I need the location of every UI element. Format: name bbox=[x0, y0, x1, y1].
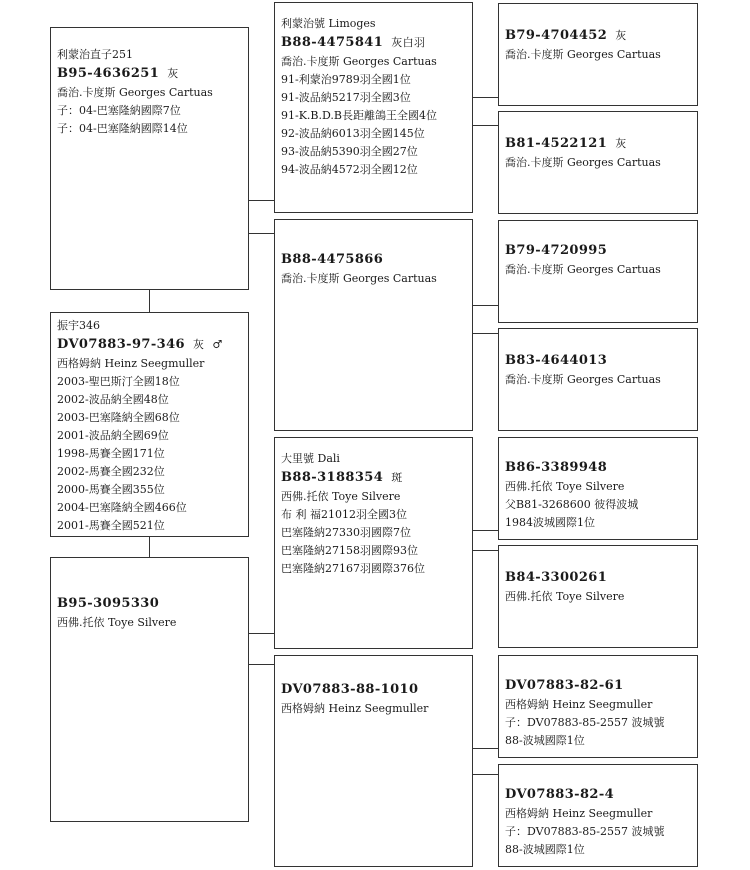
dam-dam-breeder: 西格姆納 Heinz Seegmuller bbox=[281, 702, 429, 715]
subject-result: 2003-聖巴斯汀全國18位 bbox=[57, 375, 180, 388]
gg-box-5 bbox=[498, 437, 698, 540]
subject-result: 2003-巴塞隆納全國68位 bbox=[57, 411, 180, 424]
gg-ring-number: B83-4644013 bbox=[505, 353, 608, 368]
subject-result: 2002-馬賽全國232位 bbox=[57, 465, 165, 478]
gg-breeder: 喬治.卡度斯 Georges Cartuas bbox=[505, 373, 661, 386]
connector-gg-5 bbox=[472, 530, 499, 531]
gg-breeder: 西佛.托依 Toye Silvere bbox=[505, 590, 625, 603]
connector-gg-3 bbox=[472, 305, 499, 306]
gg-note: 88-波城國際1位 bbox=[505, 734, 585, 747]
male-symbol-icon: ♂ bbox=[212, 338, 223, 351]
gg-note: 88-波城國際1位 bbox=[505, 843, 585, 856]
sire-sire-result: 91-波品納5217羽全國3位 bbox=[281, 91, 411, 104]
dam-sire-result: 巴塞隆納27330羽國際7位 bbox=[281, 526, 411, 539]
sire-sire-result: 91-K.B.D.B長距離鴿王全國4位 bbox=[281, 109, 438, 122]
gg-note: 子：DV07883-85-2557 波城號 bbox=[505, 716, 665, 729]
sire-sire-ring bbox=[281, 33, 466, 53]
gg-breeder: 西格姆納 Heinz Seegmuller bbox=[505, 807, 653, 820]
gg-breeder: 喬治.卡度斯 Georges Cartuas bbox=[505, 263, 661, 276]
sire-dam-box bbox=[274, 219, 473, 431]
gg-box-6 bbox=[498, 545, 698, 648]
gg-breeder: 西佛.托依 Toye Silvere bbox=[505, 480, 625, 493]
dam-ring: B95-3095330 bbox=[57, 596, 160, 611]
gg-ring bbox=[505, 134, 691, 154]
sire-sire-result: 92-波品納6013羽全國145位 bbox=[281, 127, 425, 140]
connector-gg-6 bbox=[472, 550, 499, 551]
subject-breeder: 西格姆納 Heinz Seegmuller bbox=[57, 357, 205, 370]
connector-subject-dam bbox=[149, 536, 150, 558]
dam-sire-name: 大里號 Dali bbox=[281, 452, 340, 465]
gg-box-1 bbox=[498, 3, 698, 106]
dam-sire-result: 巴塞隆納27167羽國際376位 bbox=[281, 562, 425, 575]
dam-sire-result: 巴塞隆納27158羽國際93位 bbox=[281, 544, 418, 557]
connector-dam-dam bbox=[248, 664, 275, 665]
gg-box-4 bbox=[498, 328, 698, 431]
gg-box-3 bbox=[498, 220, 698, 323]
gg-color: 灰 bbox=[615, 29, 627, 42]
gg-color: 灰 bbox=[615, 137, 627, 150]
subject-result: 2002-波品納全國48位 bbox=[57, 393, 169, 406]
subject-result: 2001-馬賽全國521位 bbox=[57, 519, 165, 532]
connector-sire-dam bbox=[248, 233, 275, 234]
gg-box-2 bbox=[498, 111, 698, 214]
sire-ring-number: B95-4636251 bbox=[57, 66, 160, 81]
connector-gg-4 bbox=[472, 333, 499, 334]
connector-dam-sire bbox=[248, 633, 275, 634]
dam-sire-color: 斑 bbox=[391, 471, 403, 484]
connector-gg-7 bbox=[472, 748, 499, 749]
dam-dam-box bbox=[274, 655, 473, 867]
gg-ring bbox=[505, 26, 691, 46]
sire-note: 子：04-巴塞隆納國際14位 bbox=[57, 122, 188, 135]
connector-sire-subject bbox=[149, 289, 150, 313]
dam-sire-result: 布 利 福21012羽全國3位 bbox=[281, 508, 407, 521]
gg-ring-number: B84-3300261 bbox=[505, 570, 608, 585]
sire-note: 子：04-巴塞隆納國際7位 bbox=[57, 104, 181, 117]
gg-ring-number: B79-4704452 bbox=[505, 28, 608, 43]
sire-box bbox=[50, 27, 249, 290]
dam-box bbox=[50, 557, 249, 822]
sire-breeder: 喬治.卡度斯 Georges Cartuas bbox=[57, 86, 213, 99]
gg-note: 父B81-3268600 彼得波城 bbox=[505, 498, 639, 511]
subject-ring-number: DV07883-97-346 bbox=[57, 337, 185, 352]
gg-note: 1984波城國際1位 bbox=[505, 516, 595, 529]
dam-sire-ring-number: B88-3188354 bbox=[281, 470, 384, 485]
dam-breeder: 西佛.托依 Toye Silvere bbox=[57, 616, 177, 629]
subject-color: 灰 bbox=[192, 338, 205, 351]
gg-ring-number: B86-3389948 bbox=[505, 460, 608, 475]
connector-gg-8 bbox=[472, 774, 499, 775]
sire-sire-result: 94-波品納4572羽全國12位 bbox=[281, 163, 418, 176]
dam-sire-box bbox=[274, 437, 473, 649]
sire-color: 灰 bbox=[167, 67, 179, 80]
connector-gg-2 bbox=[472, 125, 499, 126]
subject-result: 1998-馬賽全國171位 bbox=[57, 447, 165, 460]
sire-ring bbox=[57, 64, 242, 84]
sire-sire-name: 利蒙治號 Limoges bbox=[281, 17, 376, 30]
connector-sire-sire bbox=[248, 200, 275, 201]
gg-note: 子：DV07883-85-2557 波城號 bbox=[505, 825, 665, 838]
gg-ring-number: DV07883-82-61 bbox=[505, 678, 624, 693]
subject-result: 2001-波品納全國69位 bbox=[57, 429, 169, 442]
dam-dam-ring: DV07883-88-1010 bbox=[281, 682, 419, 697]
sire-sire-box bbox=[274, 2, 473, 213]
sire-sire-color: 灰白羽 bbox=[391, 36, 426, 49]
subject-result: 2000-馬賽全國355位 bbox=[57, 483, 165, 496]
gg-ring-number: DV07883-82-4 bbox=[505, 787, 615, 802]
sire-sire-ring-number: B88-4475841 bbox=[281, 35, 384, 50]
gg-box-8 bbox=[498, 764, 698, 867]
subject-ring bbox=[57, 335, 242, 355]
sire-sire-result: 91-利蒙治9789羽全國1位 bbox=[281, 73, 411, 86]
dam-sire-ring bbox=[281, 468, 466, 488]
subject-box bbox=[50, 312, 249, 537]
sire-name: 利蒙治直子251 bbox=[57, 48, 133, 61]
gg-ring-number: B79-4720995 bbox=[505, 243, 608, 258]
connector-gg-1 bbox=[472, 97, 499, 98]
sire-dam-ring: B88-4475866 bbox=[281, 252, 384, 267]
gg-ring-number: B81-4522121 bbox=[505, 136, 608, 151]
subject-result: 2004-巴塞隆納全國466位 bbox=[57, 501, 187, 514]
sire-sire-breeder: 喬治.卡度斯 Georges Cartuas bbox=[281, 55, 437, 68]
gg-breeder: 喬治.卡度斯 Georges Cartuas bbox=[505, 156, 661, 169]
sire-dam-breeder: 喬治.卡度斯 Georges Cartuas bbox=[281, 272, 437, 285]
sire-sire-result: 93-波品納5390羽全國27位 bbox=[281, 145, 418, 158]
dam-sire-breeder: 西佛.托依 Toye Silvere bbox=[281, 490, 401, 503]
gg-box-7 bbox=[498, 655, 698, 758]
gg-breeder: 喬治.卡度斯 Georges Cartuas bbox=[505, 48, 661, 61]
subject-name: 振宇346 bbox=[57, 319, 100, 332]
gg-breeder: 西格姆納 Heinz Seegmuller bbox=[505, 698, 653, 711]
